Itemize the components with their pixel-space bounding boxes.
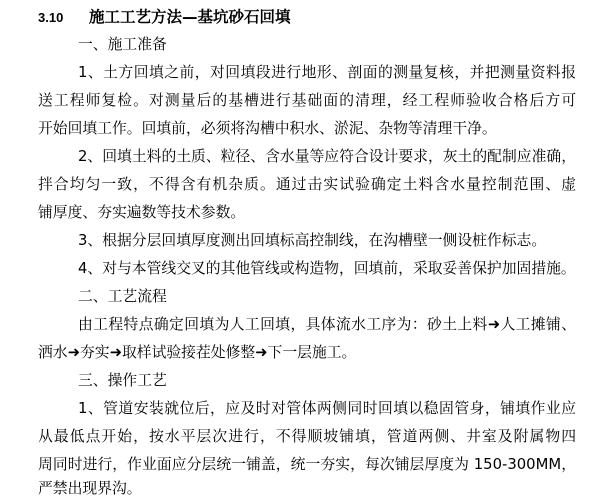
subsection-title-preparation: 一、施工准备 [78,36,167,53]
section-title: 施工工艺方法—基坑砂石回填 [89,8,291,26]
paragraph-line: 周同时进行，作业面应分层统一铺盖，统一夯实，每次铺层厚度为 150-300MM， [38,456,576,473]
section-heading [38,4,291,30]
paragraph-line: 4、对与本管线交叉的其他管线或构造物，回填前，采取妥善保护加固措施。 [78,260,576,277]
paragraph-line: 洒水➜夯实➜取样试验接茬处修整➜下一层施工。 [38,344,357,361]
section-number: 3.10 [38,10,64,25]
paragraph-line: 从最低点开始，按水平层次进行，不得顺坡铺填，管道两侧、井室及附属物四 [38,428,576,445]
subsection-title-process-flow: 二、工艺流程 [78,288,167,305]
paragraph-line: 严禁出现界沟。 [38,480,142,497]
paragraph-line: 开始回填工作。回填前，必须将沟槽中积水、淤泥、杂物等清理干净。 [38,120,497,137]
paragraph-line: 1、土方回填之前，对回填段进行地形、剖面的测量复核，并把测量资料报 [78,64,576,81]
paragraph-line: 1、管道安装就位后，应及时对管体两侧同时回填以稳固管身，铺填作业应 [78,400,576,417]
paragraph-line: 2、回填土料的土质、粒径、含水量等应符合设计要求，灰土的配制应准确， [78,148,576,165]
paragraph-line: 3、根据分层回填厚度测出回填标高控制线，在沟槽壁一侧设桩作标志。 [78,232,547,249]
subsection-title-operation: 三、操作工艺 [78,372,167,389]
paragraph-line: 拌合均匀一致，不得含有机杂质。通过击实试验确定土料含水量控制范围、虚 [38,176,576,193]
paragraph-line: 送工程师复检。对测量后的基槽进行基础面的清理，经工程师验收合格后方可 [38,92,576,109]
paragraph-line: 由工程特点确定回填为人工回填，具体流水工序为：砂土上料➜人工摊铺、 [78,316,576,333]
paragraph-line: 铺厚度、夯实遍数等技术参数。 [38,204,246,221]
